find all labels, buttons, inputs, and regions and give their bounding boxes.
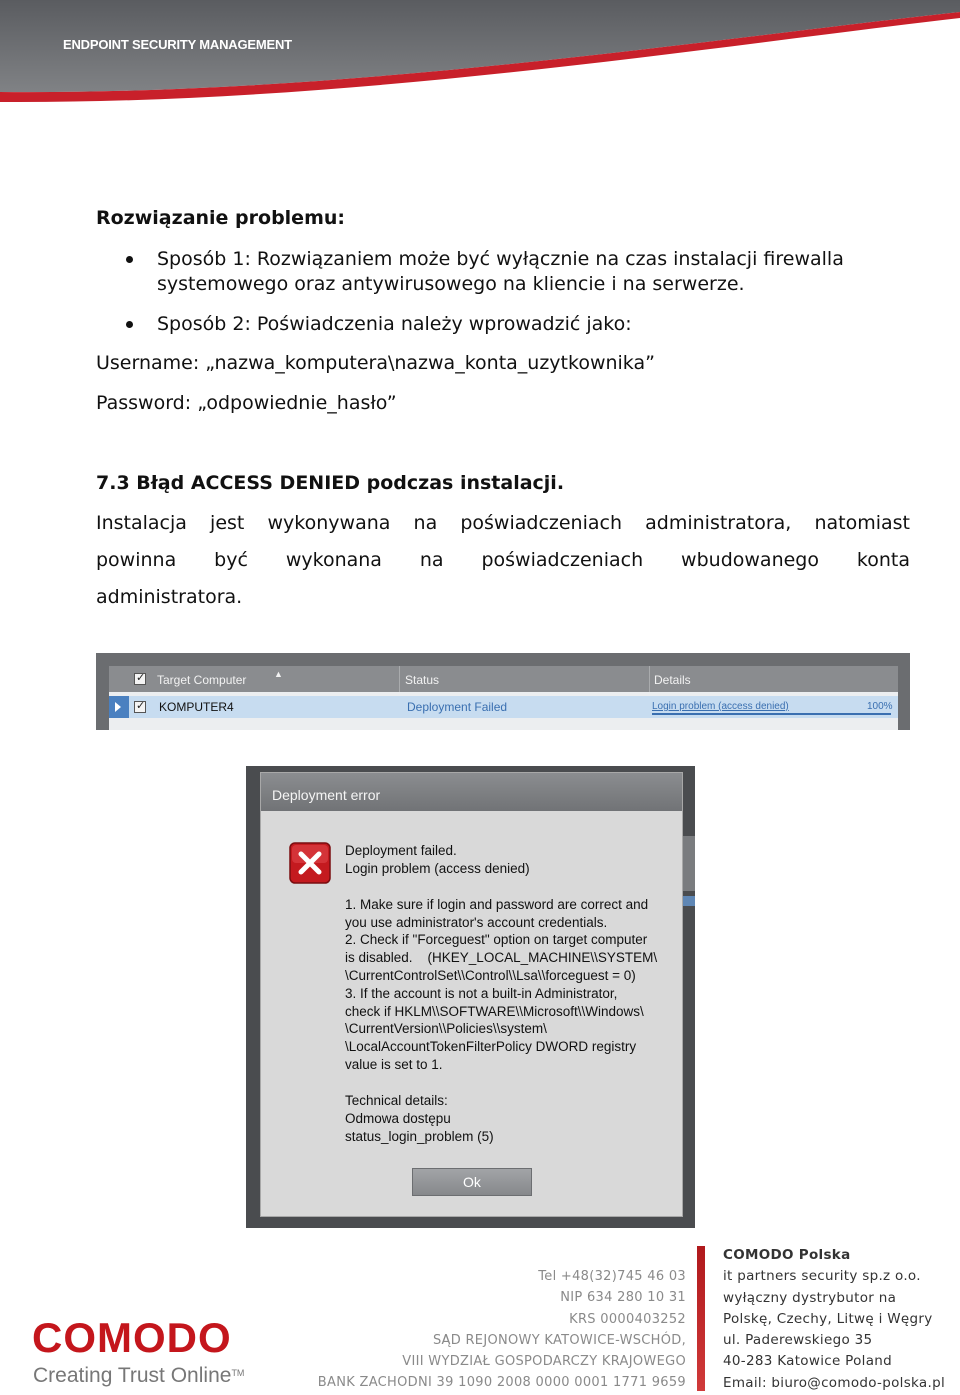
dialog-step-line: \CurrentControlSet\\Control\\Lsa\\forceguest = 0) [345,968,636,983]
footer-company-line: it partners security sp.z o.o. [723,1268,921,1285]
footer-email-link[interactable]: Email: biuro@comodo-polska.pl [723,1374,946,1391]
header-title: ENDPOINT SECURITY MANAGEMENT [63,37,292,52]
page-header [0,0,960,110]
footer-registration-info [318,1266,686,1394]
comodo-logo-text: COMODO [32,1318,232,1358]
dialog-step-line: 3. If the account is not a built-in Administrator, [345,986,618,1001]
trademark-mark: TM [231,1368,245,1378]
dialog-step-line: 2. Check if "Forceguest" option on target computer [345,932,648,947]
technical-details-line: Odmowa dostępu [345,1111,451,1126]
deployment-table-screenshot [96,653,910,730]
dialog-step-line: value is set to 1. [345,1057,443,1072]
table-row[interactable] [109,696,898,718]
dialog-step-line: you use administrator's account credentials. [345,915,608,930]
dialog-titlebar [261,773,682,811]
cell-computer: KOMPUTER4 [159,700,234,714]
footer-nip: NIP 634 280 10 31 [560,1290,686,1306]
dialog-message-line: Login problem (access denied) [345,861,530,876]
paragraph-line-2: powinna być wykonana na poświadczeniach wbudowanego konta [96,549,910,571]
bullet-item-1-line1: Sposób 1: Rozwiązaniem może być wyłącznie na czas instalacji firewalla [157,248,844,270]
row-checkbox[interactable] [134,701,146,713]
error-icon [289,842,331,884]
column-header-target-computer[interactable]: Target Computer [157,673,247,687]
tagline-text: Creating Trust Online [33,1364,232,1387]
cell-details-link[interactable]: Login problem (access denied) [652,701,789,712]
bullet-dot [126,256,133,263]
table-header [109,666,898,692]
dialog-message-line: Deployment failed. [345,843,457,858]
deployment-error-dialog [260,772,683,1217]
footer-divider [697,1246,705,1391]
select-all-checkbox[interactable] [134,673,146,685]
bullet-dot [126,321,133,328]
dialog-title: Deployment error [272,787,381,803]
footer-court-dept: VIII WYDZIAŁ GOSPODARCZY KRAJOWEGO [402,1354,686,1370]
dialog-step-line: \CurrentVersion\\Policies\\system\ [345,1021,547,1036]
section-heading: 7.3 Błąd ACCESS DENIED podczas instalacji. [96,472,565,494]
paragraph-line-3: administratora. [96,586,243,608]
dialog-step-line: is disabled. (HKEY_LOCAL_MACHINE\\SYSTEM\ [345,950,658,965]
comodo-logo [32,1318,264,1358]
column-divider [399,666,400,692]
footer-company-line: wyłączny dystrybutor na [723,1289,897,1306]
dialog-step-line: 1. Make sure if login and password are correct and [345,897,649,912]
footer-address: ul. Paderewskiego 35 [723,1332,873,1349]
tagline [33,1364,244,1388]
column-divider [649,666,650,692]
solution-heading: Rozwiązanie problemu: [96,207,345,229]
footer-company-name: COMODO Polska [723,1247,851,1263]
bullet-item-1-line2: systemowego oraz antywirusowego na kliencie i na serwerze. [157,273,745,295]
progress-bar [652,713,891,715]
footer-court: SĄD REJONOWY KATOWICE-WSCHÓD, [432,1332,686,1348]
password-line: Password: „odpowiednie_hasło” [96,392,397,414]
header-banner-graphic [0,0,960,110]
row-arrow-icon [115,702,121,712]
column-header-details[interactable]: Details [654,673,691,687]
footer-company-line: Polskę, Czechy, Litwę i Węgry [723,1310,933,1327]
bullet-item-2: Sposób 2: Poświadczenia należy wprowadzić jako: [157,313,632,335]
technical-details-label: Technical details: [345,1093,448,1108]
footer-city: 40-283 Katowice Poland [723,1353,893,1370]
cell-status: Deployment Failed [407,700,508,714]
sort-arrow-icon: ▲ [274,669,283,679]
username-line: Username: „nazwa_komputera\nazwa_konta_uzytkownika” [96,352,655,374]
cell-progress: 100% [867,701,893,712]
row-indicator [109,696,129,718]
paragraph-line-1: Instalacja jest wykonywana na poświadczeniach administratora, natomiast [96,512,910,534]
dialog-step-line: check if HKLM\\SOFTWARE\\Microsoft\\Windows\ [345,1004,644,1019]
footer-phone: Tel +48(32)745 46 03 [538,1269,686,1284]
footer-bank: BANK ZACHODNI 39 1090 2008 0000 0001 1771 9659 [317,1375,686,1391]
technical-details-line: status_login_problem (5) [345,1129,494,1144]
footer-krs: KRS 0000403252 [569,1311,686,1327]
footer-company-info [723,1245,945,1394]
ok-button[interactable]: Ok [412,1168,532,1196]
dialog-step-line: \LocalAccountTokenFilterPolicy DWORD registry [345,1039,637,1054]
deployment-table [109,666,898,730]
column-header-status[interactable]: Status [405,673,440,687]
